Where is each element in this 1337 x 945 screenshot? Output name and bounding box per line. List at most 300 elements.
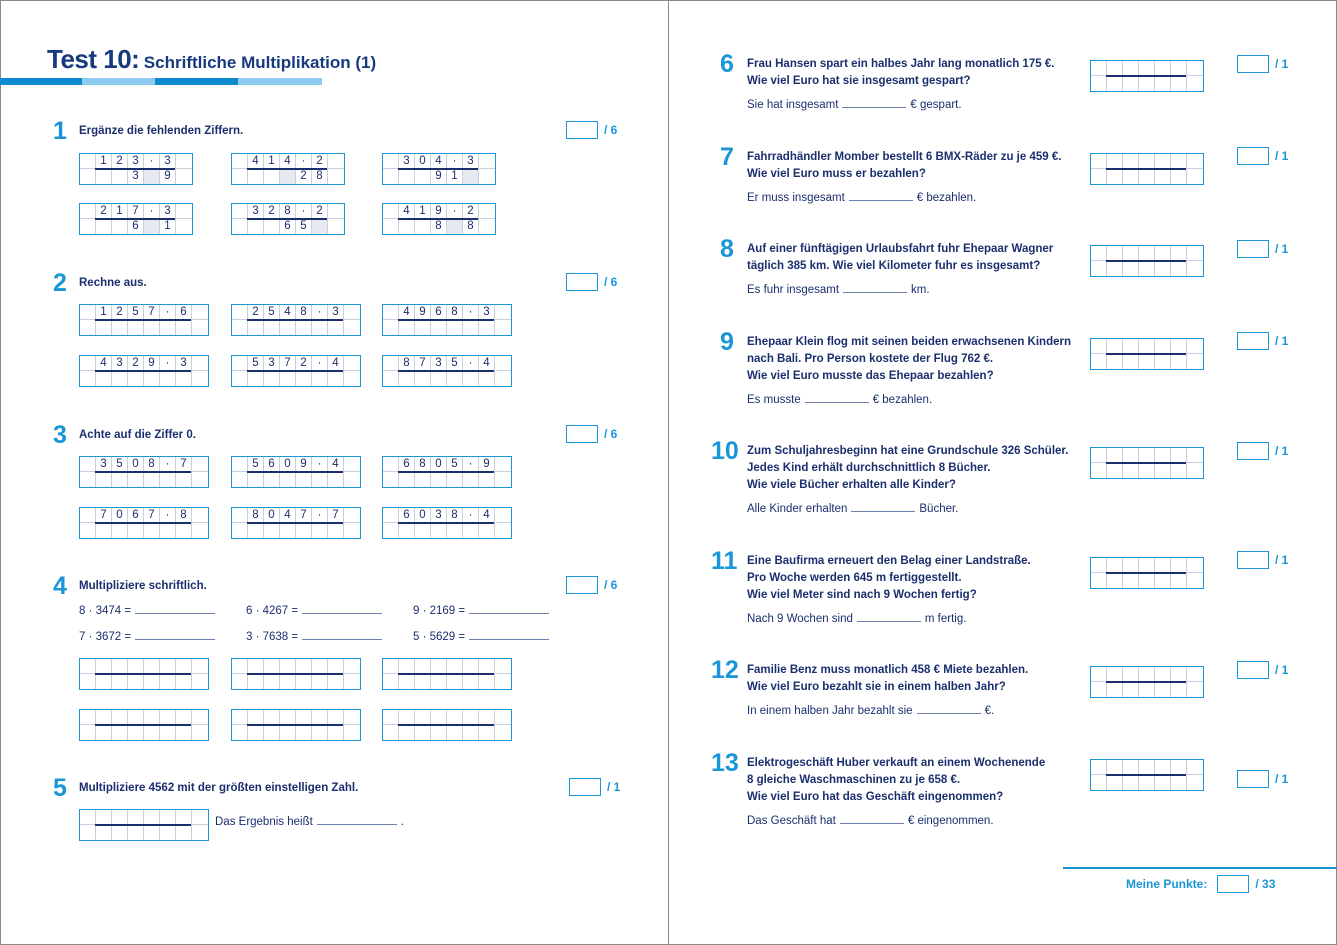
grid-cell[interactable] xyxy=(1107,261,1123,276)
grid-cell[interactable] xyxy=(80,825,96,840)
grid-cell[interactable] xyxy=(96,169,112,184)
grid-cell[interactable] xyxy=(399,219,415,234)
grid-cell[interactable] xyxy=(495,674,511,689)
grid-cell[interactable]: 0 xyxy=(415,508,431,523)
grid-cell[interactable] xyxy=(328,710,344,725)
multiplication-grid[interactable] xyxy=(79,153,193,185)
grid-cell[interactable]: 2 xyxy=(248,305,264,320)
grid-cell[interactable] xyxy=(1171,682,1187,697)
grid-cell[interactable] xyxy=(296,523,312,538)
grid-cell[interactable] xyxy=(112,169,128,184)
grid-cell[interactable] xyxy=(383,169,399,184)
grid-cell[interactable] xyxy=(399,710,415,725)
grid-cell[interactable]: 8 xyxy=(415,457,431,472)
grid-cell[interactable] xyxy=(1187,775,1203,790)
grid-cell[interactable] xyxy=(296,674,312,689)
grid-cell[interactable] xyxy=(96,219,112,234)
grid-cell[interactable] xyxy=(1187,246,1203,261)
grid-cell[interactable]: 5 xyxy=(248,356,264,371)
grid-cell[interactable]: 0 xyxy=(280,457,296,472)
grid-cell[interactable] xyxy=(160,320,176,335)
grid-cell[interactable] xyxy=(1155,463,1171,478)
grid-cell[interactable] xyxy=(1187,169,1203,184)
grid-cell[interactable] xyxy=(431,674,447,689)
grid-cell[interactable]: 6 xyxy=(399,457,415,472)
grid-cell[interactable] xyxy=(383,725,399,740)
grid-cell[interactable] xyxy=(463,320,479,335)
grid-cell[interactable] xyxy=(344,356,360,371)
grid-cell[interactable] xyxy=(312,674,328,689)
grid-cell[interactable] xyxy=(192,810,208,825)
grid-cell[interactable]: 6 xyxy=(399,508,415,523)
multiplication-grid[interactable] xyxy=(79,304,209,336)
grid-cell[interactable] xyxy=(463,472,479,487)
grid-cell[interactable]: 4 xyxy=(328,356,344,371)
grid-cell[interactable] xyxy=(112,371,128,386)
grid-cell[interactable] xyxy=(280,725,296,740)
grid-cell[interactable] xyxy=(479,371,495,386)
grid-cell[interactable] xyxy=(344,725,360,740)
grid-cell[interactable] xyxy=(1123,339,1139,354)
score-box[interactable] xyxy=(1237,240,1269,258)
grid-cell[interactable] xyxy=(1123,169,1139,184)
grid-cell[interactable]: 2 xyxy=(264,204,280,219)
grid-cell[interactable] xyxy=(128,674,144,689)
grid-cell[interactable] xyxy=(1123,246,1139,261)
grid-cell[interactable] xyxy=(80,508,96,523)
grid-cell[interactable] xyxy=(176,371,192,386)
multiplication-grid[interactable] xyxy=(1090,666,1204,698)
grid-cell[interactable] xyxy=(1187,573,1203,588)
grid-cell[interactable] xyxy=(1171,261,1187,276)
grid-cell[interactable]: 9 xyxy=(431,169,447,184)
grid-cell[interactable] xyxy=(1171,667,1187,682)
grid-cell[interactable] xyxy=(192,523,208,538)
grid-cell[interactable] xyxy=(1107,339,1123,354)
grid-cell[interactable] xyxy=(479,154,495,169)
grid-cell[interactable] xyxy=(1107,682,1123,697)
grid-cell[interactable] xyxy=(112,825,128,840)
grid-cell[interactable] xyxy=(232,659,248,674)
grid-cell[interactable] xyxy=(328,523,344,538)
grid-cell[interactable]: 9 xyxy=(144,356,160,371)
grid-cell[interactable] xyxy=(128,659,144,674)
grid-cell[interactable] xyxy=(1123,573,1139,588)
grid-cell[interactable] xyxy=(144,674,160,689)
grid-cell[interactable] xyxy=(1091,154,1107,169)
grid-cell[interactable] xyxy=(328,472,344,487)
grid-cell[interactable] xyxy=(344,472,360,487)
grid-cell[interactable] xyxy=(232,305,248,320)
grid-cell[interactable] xyxy=(479,659,495,674)
grid-cell[interactable] xyxy=(415,169,431,184)
grid-cell[interactable] xyxy=(264,523,280,538)
grid-cell[interactable]: 8 xyxy=(431,219,447,234)
grid-cell[interactable]: · xyxy=(160,508,176,523)
multiplication-grid[interactable] xyxy=(231,507,361,539)
grid-cell[interactable] xyxy=(192,457,208,472)
grid-cell[interactable] xyxy=(328,154,344,169)
grid-cell[interactable] xyxy=(328,371,344,386)
grid-cell[interactable] xyxy=(296,371,312,386)
grid-cell[interactable]: 4 xyxy=(479,356,495,371)
grid-cell[interactable]: 5 xyxy=(296,219,312,234)
multiplication-grid[interactable] xyxy=(231,203,345,235)
grid-cell[interactable]: 3 xyxy=(248,204,264,219)
grid-cell[interactable] xyxy=(176,204,192,219)
grid-cell[interactable]: 1 xyxy=(264,154,280,169)
grid-cell[interactable] xyxy=(1107,154,1123,169)
grid-cell[interactable] xyxy=(1107,61,1123,76)
grid-cell[interactable] xyxy=(232,710,248,725)
grid-cell[interactable] xyxy=(1155,775,1171,790)
score-box[interactable] xyxy=(1237,147,1269,165)
grid-cell[interactable] xyxy=(1107,76,1123,91)
grid-cell[interactable] xyxy=(280,472,296,487)
grid-cell[interactable] xyxy=(280,659,296,674)
grid-cell[interactable] xyxy=(1187,448,1203,463)
grid-cell[interactable]: 3 xyxy=(176,356,192,371)
grid-cell[interactable] xyxy=(1187,154,1203,169)
grid-cell[interactable] xyxy=(80,472,96,487)
grid-cell[interactable]: 9 xyxy=(160,169,176,184)
grid-cell[interactable] xyxy=(383,219,399,234)
grid-cell[interactable]: 6 xyxy=(128,508,144,523)
grid-cell[interactable] xyxy=(280,674,296,689)
grid-cell[interactable] xyxy=(447,659,463,674)
grid-cell[interactable] xyxy=(160,371,176,386)
grid-cell[interactable]: 5 xyxy=(447,457,463,472)
grid-cell[interactable]: · xyxy=(312,508,328,523)
grid-cell[interactable] xyxy=(160,725,176,740)
grid-cell[interactable] xyxy=(328,674,344,689)
grid-cell[interactable]: 8 xyxy=(176,508,192,523)
grid-cell[interactable]: 1 xyxy=(96,305,112,320)
grid-cell[interactable]: 1 xyxy=(447,169,463,184)
grid-cell[interactable] xyxy=(383,371,399,386)
grid-cell[interactable] xyxy=(80,457,96,472)
grid-cell[interactable] xyxy=(415,371,431,386)
grid-cell[interactable]: 3 xyxy=(431,508,447,523)
grid-cell[interactable]: 7 xyxy=(280,356,296,371)
grid-cell[interactable] xyxy=(192,710,208,725)
grid-cell[interactable] xyxy=(344,371,360,386)
grid-cell[interactable] xyxy=(232,356,248,371)
grid-cell[interactable]: 5 xyxy=(264,305,280,320)
grid-cell[interactable]: · xyxy=(463,508,479,523)
grid-cell[interactable] xyxy=(80,523,96,538)
grid-cell[interactable] xyxy=(144,725,160,740)
equation-answer-blank[interactable] xyxy=(135,630,215,640)
grid-cell[interactable] xyxy=(248,659,264,674)
grid-cell[interactable] xyxy=(80,371,96,386)
grid-cell[interactable] xyxy=(479,710,495,725)
grid-cell[interactable] xyxy=(112,810,128,825)
grid-cell[interactable] xyxy=(479,320,495,335)
grid-cell[interactable] xyxy=(495,659,511,674)
grid-cell[interactable] xyxy=(1107,573,1123,588)
grid-cell[interactable] xyxy=(1107,558,1123,573)
grid-cell[interactable] xyxy=(1155,261,1171,276)
grid-cell[interactable] xyxy=(383,320,399,335)
grid-cell[interactable] xyxy=(1123,354,1139,369)
grid-cell[interactable]: · xyxy=(312,356,328,371)
grid-cell[interactable] xyxy=(296,710,312,725)
multiplication-grid[interactable] xyxy=(79,456,209,488)
grid-cell[interactable]: 9 xyxy=(431,204,447,219)
grid-cell[interactable] xyxy=(1155,354,1171,369)
grid-cell[interactable] xyxy=(1171,246,1187,261)
grid-cell[interactable]: 0 xyxy=(415,154,431,169)
answer-blank[interactable] xyxy=(840,814,904,824)
grid-cell[interactable] xyxy=(447,725,463,740)
grid-cell[interactable] xyxy=(431,725,447,740)
grid-cell[interactable] xyxy=(415,674,431,689)
grid-cell[interactable] xyxy=(232,204,248,219)
grid-cell[interactable] xyxy=(232,674,248,689)
grid-cell[interactable] xyxy=(1171,354,1187,369)
grid-cell[interactable] xyxy=(248,371,264,386)
grid-cell[interactable] xyxy=(232,725,248,740)
grid-cell[interactable]: 4 xyxy=(431,154,447,169)
grid-cell[interactable] xyxy=(1091,775,1107,790)
grid-cell[interactable]: 3 xyxy=(328,305,344,320)
grid-cell[interactable] xyxy=(344,659,360,674)
grid-cell[interactable] xyxy=(1139,760,1155,775)
grid-cell[interactable] xyxy=(312,659,328,674)
grid-cell[interactable] xyxy=(463,659,479,674)
grid-cell[interactable] xyxy=(479,725,495,740)
grid-cell[interactable] xyxy=(495,523,511,538)
grid-cell[interactable] xyxy=(248,219,264,234)
grid-cell[interactable] xyxy=(1155,339,1171,354)
grid-cell[interactable] xyxy=(96,810,112,825)
grid-cell[interactable] xyxy=(232,371,248,386)
grid-cell[interactable]: 6 xyxy=(128,219,144,234)
equation-answer-blank[interactable] xyxy=(302,630,382,640)
answer-blank[interactable] xyxy=(851,502,915,512)
grid-cell[interactable] xyxy=(1091,246,1107,261)
grid-cell[interactable] xyxy=(1107,448,1123,463)
grid-cell[interactable] xyxy=(96,371,112,386)
grid-cell[interactable]: · xyxy=(447,204,463,219)
grid-cell[interactable] xyxy=(344,508,360,523)
grid-cell[interactable]: 9 xyxy=(479,457,495,472)
grid-cell[interactable] xyxy=(248,710,264,725)
grid-cell[interactable] xyxy=(1091,682,1107,697)
grid-cell[interactable] xyxy=(1123,775,1139,790)
grid-cell[interactable] xyxy=(80,204,96,219)
grid-cell[interactable] xyxy=(232,154,248,169)
grid-cell[interactable] xyxy=(328,169,344,184)
grid-cell[interactable] xyxy=(415,659,431,674)
grid-cell[interactable] xyxy=(1107,246,1123,261)
grid-cell[interactable]: 9 xyxy=(296,457,312,472)
grid-cell[interactable] xyxy=(1139,775,1155,790)
score-box[interactable] xyxy=(1237,551,1269,569)
grid-cell[interactable]: 8 xyxy=(248,508,264,523)
grid-cell[interactable] xyxy=(1123,682,1139,697)
grid-cell[interactable] xyxy=(463,371,479,386)
grid-cell[interactable] xyxy=(447,523,463,538)
grid-cell[interactable] xyxy=(312,725,328,740)
answer-blank[interactable] xyxy=(849,191,913,201)
grid-cell[interactable]: 8 xyxy=(312,169,328,184)
grid-cell[interactable]: 5 xyxy=(447,356,463,371)
grid-cell[interactable]: 2 xyxy=(296,356,312,371)
grid-cell[interactable] xyxy=(399,659,415,674)
grid-cell[interactable] xyxy=(232,472,248,487)
grid-cell[interactable] xyxy=(1139,154,1155,169)
grid-cell[interactable] xyxy=(296,725,312,740)
grid-cell[interactable] xyxy=(312,219,328,234)
multiplication-grid[interactable] xyxy=(79,203,193,235)
grid-cell[interactable] xyxy=(399,674,415,689)
grid-cell[interactable] xyxy=(112,725,128,740)
grid-cell[interactable] xyxy=(248,725,264,740)
grid-cell[interactable] xyxy=(80,305,96,320)
grid-cell[interactable] xyxy=(463,523,479,538)
multiplication-grid[interactable] xyxy=(79,809,209,841)
grid-cell[interactable] xyxy=(447,219,463,234)
grid-cell[interactable] xyxy=(344,523,360,538)
grid-cell[interactable]: · xyxy=(447,154,463,169)
grid-cell[interactable]: 3 xyxy=(399,154,415,169)
grid-cell[interactable] xyxy=(128,710,144,725)
grid-cell[interactable] xyxy=(280,169,296,184)
grid-cell[interactable] xyxy=(144,659,160,674)
grid-cell[interactable] xyxy=(1171,558,1187,573)
grid-cell[interactable]: 4 xyxy=(479,508,495,523)
grid-cell[interactable] xyxy=(1091,448,1107,463)
grid-cell[interactable] xyxy=(383,674,399,689)
grid-cell[interactable] xyxy=(1155,760,1171,775)
grid-cell[interactable] xyxy=(192,371,208,386)
grid-cell[interactable] xyxy=(248,674,264,689)
grid-cell[interactable]: 8 xyxy=(280,204,296,219)
multiplication-grid[interactable] xyxy=(79,709,209,741)
grid-cell[interactable] xyxy=(1107,463,1123,478)
grid-cell[interactable] xyxy=(1139,339,1155,354)
grid-cell[interactable]: 7 xyxy=(128,204,144,219)
score-box[interactable] xyxy=(566,121,598,139)
grid-cell[interactable] xyxy=(192,305,208,320)
grid-cell[interactable] xyxy=(1155,169,1171,184)
grid-cell[interactable] xyxy=(479,169,495,184)
grid-cell[interactable] xyxy=(328,659,344,674)
grid-cell[interactable] xyxy=(479,204,495,219)
grid-cell[interactable] xyxy=(479,219,495,234)
grid-cell[interactable] xyxy=(383,305,399,320)
grid-cell[interactable]: 6 xyxy=(176,305,192,320)
grid-cell[interactable] xyxy=(415,725,431,740)
grid-cell[interactable] xyxy=(312,523,328,538)
grid-cell[interactable] xyxy=(495,508,511,523)
multiplication-grid[interactable] xyxy=(1090,557,1204,589)
multiplication-grid[interactable] xyxy=(382,203,496,235)
grid-cell[interactable]: · xyxy=(144,154,160,169)
grid-cell[interactable] xyxy=(495,457,511,472)
grid-cell[interactable] xyxy=(479,523,495,538)
grid-cell[interactable]: 7 xyxy=(144,305,160,320)
grid-cell[interactable] xyxy=(415,472,431,487)
grid-cell[interactable]: 6 xyxy=(264,457,280,472)
grid-cell[interactable]: 7 xyxy=(96,508,112,523)
grid-cell[interactable] xyxy=(80,674,96,689)
grid-cell[interactable]: 3 xyxy=(431,356,447,371)
grid-cell[interactable]: 7 xyxy=(328,508,344,523)
grid-cell[interactable] xyxy=(415,710,431,725)
grid-cell[interactable] xyxy=(1139,169,1155,184)
grid-cell[interactable] xyxy=(1155,558,1171,573)
grid-cell[interactable] xyxy=(176,472,192,487)
grid-cell[interactable] xyxy=(176,169,192,184)
grid-cell[interactable]: 2 xyxy=(128,356,144,371)
grid-cell[interactable] xyxy=(280,320,296,335)
grid-cell[interactable]: 3 xyxy=(463,154,479,169)
grid-cell[interactable] xyxy=(128,825,144,840)
grid-cell[interactable] xyxy=(248,523,264,538)
grid-cell[interactable] xyxy=(1171,61,1187,76)
grid-cell[interactable] xyxy=(1091,760,1107,775)
grid-cell[interactable] xyxy=(495,320,511,335)
grid-cell[interactable] xyxy=(1139,558,1155,573)
grid-cell[interactable] xyxy=(192,356,208,371)
grid-cell[interactable] xyxy=(232,169,248,184)
grid-cell[interactable] xyxy=(1171,154,1187,169)
grid-cell[interactable] xyxy=(1155,76,1171,91)
grid-cell[interactable] xyxy=(128,725,144,740)
grid-cell[interactable] xyxy=(112,472,128,487)
grid-cell[interactable] xyxy=(96,674,112,689)
grid-cell[interactable] xyxy=(112,320,128,335)
grid-cell[interactable] xyxy=(1091,169,1107,184)
grid-cell[interactable]: 8 xyxy=(447,305,463,320)
grid-cell[interactable] xyxy=(383,472,399,487)
grid-cell[interactable] xyxy=(1139,463,1155,478)
grid-cell[interactable] xyxy=(1171,76,1187,91)
grid-cell[interactable] xyxy=(80,710,96,725)
grid-cell[interactable] xyxy=(160,825,176,840)
grid-cell[interactable] xyxy=(1187,667,1203,682)
grid-cell[interactable] xyxy=(280,523,296,538)
grid-cell[interactable] xyxy=(1091,76,1107,91)
grid-cell[interactable]: 7 xyxy=(176,457,192,472)
grid-cell[interactable] xyxy=(1091,354,1107,369)
grid-cell[interactable] xyxy=(1123,448,1139,463)
grid-cell[interactable] xyxy=(176,320,192,335)
grid-cell[interactable]: · xyxy=(463,356,479,371)
grid-cell[interactable] xyxy=(232,219,248,234)
grid-cell[interactable]: 8 xyxy=(463,219,479,234)
multiplication-grid[interactable] xyxy=(231,355,361,387)
grid-cell[interactable] xyxy=(1091,339,1107,354)
grid-cell[interactable]: 3 xyxy=(160,204,176,219)
grid-cell[interactable] xyxy=(96,523,112,538)
grid-cell[interactable] xyxy=(431,472,447,487)
grid-cell[interactable] xyxy=(176,825,192,840)
grid-cell[interactable] xyxy=(1139,261,1155,276)
grid-cell[interactable] xyxy=(96,659,112,674)
grid-cell[interactable] xyxy=(160,523,176,538)
grid-cell[interactable] xyxy=(312,371,328,386)
grid-cell[interactable] xyxy=(1139,573,1155,588)
grid-cell[interactable] xyxy=(296,659,312,674)
multiplication-grid[interactable] xyxy=(79,658,209,690)
grid-cell[interactable] xyxy=(399,725,415,740)
grid-cell[interactable] xyxy=(399,169,415,184)
grid-cell[interactable] xyxy=(80,725,96,740)
